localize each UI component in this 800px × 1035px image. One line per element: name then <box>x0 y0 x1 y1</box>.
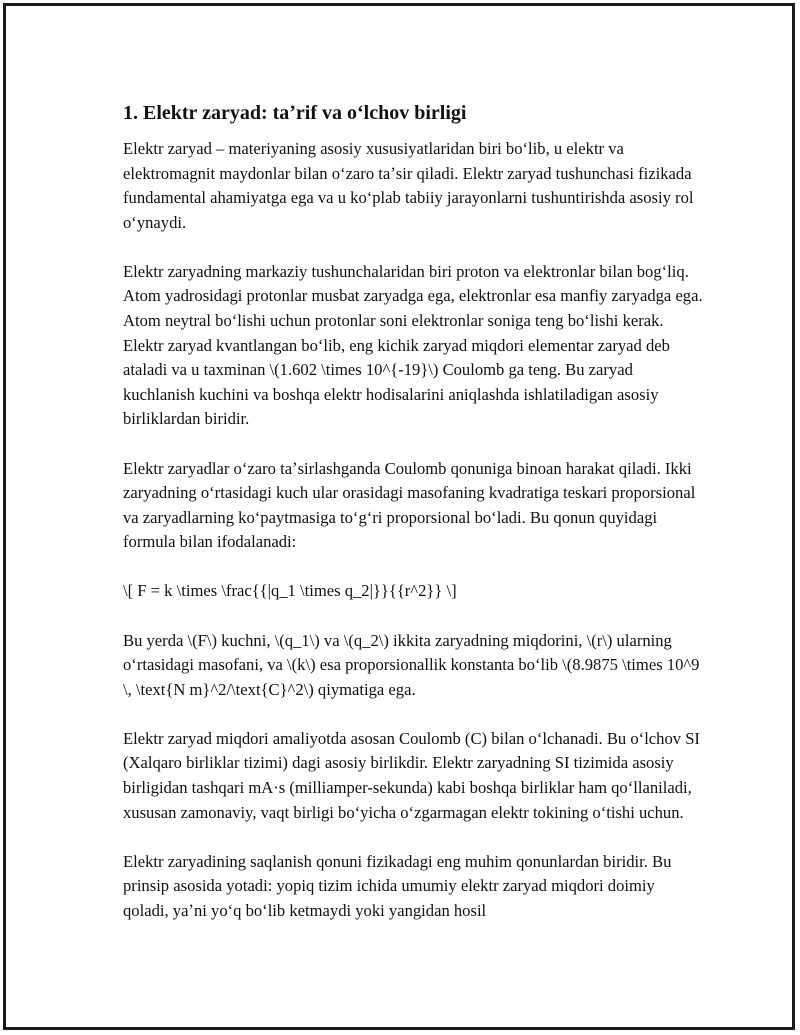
page-frame <box>3 3 795 1030</box>
paragraph-coulomb-law: Elektr zaryadlar oʻzaro taʼsirlashganda Coulomb qonuniga binoan harakat qiladi. Ikki zaryadning oʻrtasidagi kuch ular orasidagi masofaning kvadratiga teskari proporsional va zaryadlarning koʻpaytmasiga toʻgʻri proporsional boʻladi. Bu qonun quyidagi formula bilan ifodalanadi: <box>123 458 696 552</box>
formula-coulomb: \[ F = k \times \frac{{|q_1 \times q_2|}}{{r^2}} \] <box>123 581 457 601</box>
document-body <box>123 98 703 948</box>
paragraph-protons-electrons: Elektr zaryadning markaziy tushunchalaridan biri proton va elektronlar bilan bogʻliq. Atom yadrosidagi protonlar musbat zaryadga ega, elektronlar esa manfiy zaryadga ega. Atom neytral boʻlishi uchun protonlar soni elektronlar soniga teng boʻlishi kerak. Elektr zaryad kvantlangan boʻlib, eng kichik zaryad miqdori elementar zaryad deb ataladi va u taxminan \(1.602 \times 10^{-19}\) Coulomb ga teng. Bu zaryad kuchlanish kuchini va boshqa elektr hodisalarini aniqlashda ishlatiladigan asosiy birliklardan biridir. <box>123 261 703 429</box>
paragraph-conservation: Elektr zaryadining saqlanish qonuni fizikadagi eng muhim qonunlardan biridir. Bu prinsip asosida yotadi: yopiq tizim ichida umumiy elektr zaryad miqdori doimiy qoladi, yaʼni yoʻq boʻlib ketmaydi yoki yangidan hosil <box>123 851 672 920</box>
paragraph-units: Elektr zaryad miqdori amaliyotda asosan Coulomb (C) bilan oʻlchanadi. Bu oʻlchov SI (Xalqaro birliklar tizimi) dagi asosiy birlikdir. Elektr zaryadning SI tizimida asosiy birligidan tashqari mA·s (milliamper-sekunda) kabi boshqa birliklar ham qoʻllaniladi, xususan zamonaviy, vaqt birligi boʻyicha oʻzgarmagan elektr tokining oʻtishi uchun. <box>123 728 700 822</box>
paragraph-formula-explanation: Bu yerda \(F\) kuchni, \(q_1\) va \(q_2\) ikkita zaryadning miqdorini, \(r\) ularning oʻrtasidagi masofani, va \(k\) esa proporsionallik konstanta boʻlib \(8.9875 \times 10^9 \, \text{N m}^2/\text{C}^2\) qiymatiga ega. <box>123 630 700 699</box>
section-heading: 1. Elektr zaryad: taʼrif va oʻlchov birligi <box>123 102 467 124</box>
paragraph-definition: Elektr zaryad – materiyaning asosiy xususiyatlaridan biri boʻlib, u elektr va elektromagnit maydonlar bilan oʻzaro taʼsir qiladi. Elektr zaryad tushunchasi fizikada fundamental ahamiyatga ega va u koʻplab tabiiy jarayonlarni tushuntirishda asosiy rol oʻynaydi. <box>123 139 694 232</box>
